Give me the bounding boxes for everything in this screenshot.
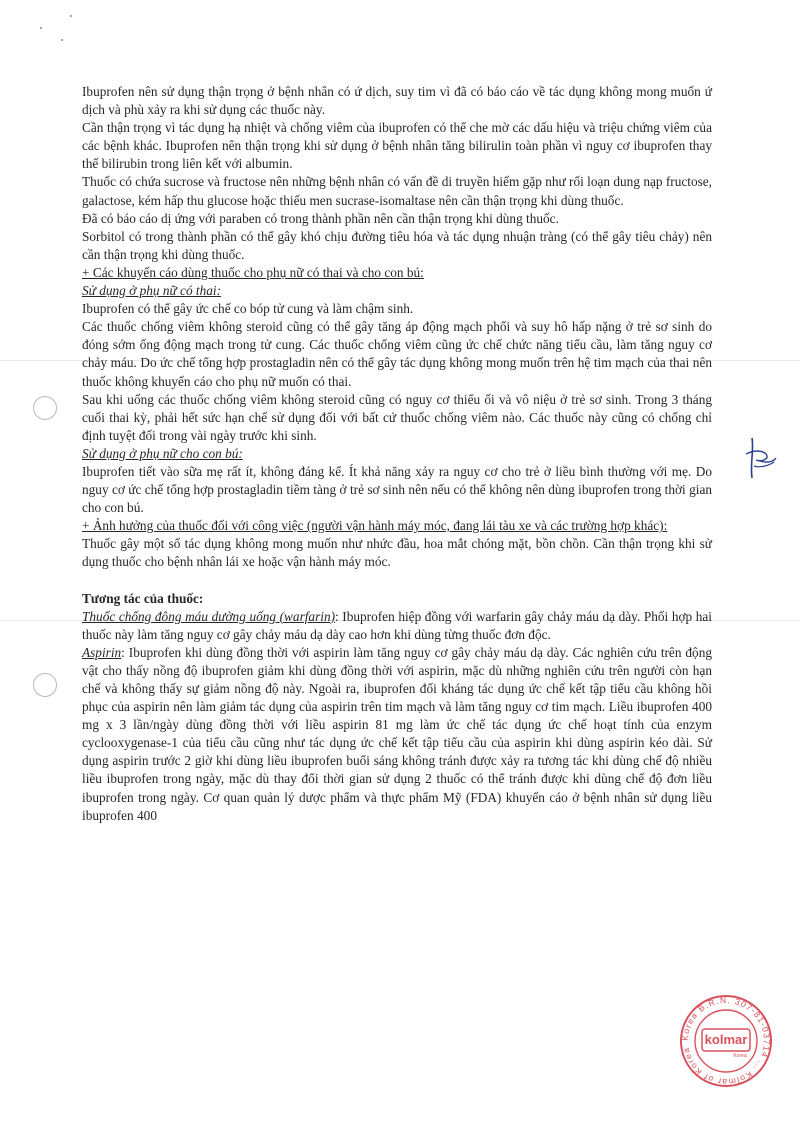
paragraph: Sau khi uống các thuốc chống viêm không steroid cũng có nguy cơ thiểu ối và vô niệu ở trẻ sơ sinh. Trong 3 tháng cuối thai kỳ, phải hết sức hạn chế sử dụng đối với bất cứ thuốc chống viêm nào. Các thuốc này cũng có chống chỉ định tuyệt đối trong vài ngày trước khi sinh. [82,391,712,443]
paragraph: Ibuprofen nên sử dụng thận trọng ở bệnh nhân có ứ dịch, suy tim vì đã có báo cáo về tác dụng không mong muốn ứ dịch và phù xảy ra khi sử dụng các thuốc này. [82,84,712,118]
aspirin-label: Aspirin [82,644,122,660]
pregnancy-heading: + Các khuyến cáo dùng thuốc cho phụ nữ có thai và cho con bú: [82,264,424,280]
company-stamp [678,993,774,1089]
paragraph-aspirin [82,644,712,825]
paragraph: Thuốc có chứa sucrose và fructose nên những bệnh nhân có vấn đề di truyền hiếm gặp như rối loạn dung nạp fructose, galactose, kém hấp thu glucose hoặc thiếu men sucrase-isomaltase nên cần thận trọng khi dùng thuốc. [82,174,712,208]
aspirin-text: : Ibuprofen khi dùng đồng thời với aspirin làm tăng nguy cơ gây chảy máu dạ dày. Các nghiên cứu trên động vật cho thấy nồng độ ibuprofen giảm khi dùng đồng thời với aspirin, mặc dù những nghiên cứu trên người còn hạn chế và không thấy sự giảm nồng độ này. Ngoài ra, ibuprofen đối kháng tác dụng ức chế kết tập tiểu cầu không hồi phục của aspirin nên làm giảm tác dụng của aspirin trên tim mạch và làm tăng nguy cơ tim mạch. Liều ibuprofen 400 mg x 3 lần/ngày dùng đồng thời với liều aspirin 81 mg làm ức chế tác dụng ức chế hoạt tính của enzym cyclooxygenase-1 của tiểu cầu cũng như tác dụng ức chế kết tập tiểu cầu của aspirin khi dùng aspirin kéo dài. Sử dụng aspirin trước 2 giờ khi dùng liều ibuprofen buổi sáng không tránh được xảy ra tương tác khi dùng chế độ nhiều liều ibuprofen trong ngày, mặc dù thay đổi thời gian sử dụng 2 thuốc có thể tránh được khi dùng chế độ đơn liều ibuprofen trong ngày. Cơ quan quản lý dược phẩm và thực phẩm Mỹ (FDA) khuyến cáo ở bệnh nhân sử dụng liều ibuprofen 400 [82,644,712,823]
breastfeeding-subheading: Sử dụng ở phụ nữ cho con bú: [82,445,243,461]
paragraph: Các thuốc chống viêm không steroid cũng có thể gây tăng áp động mạch phổi và suy hô hấp nặng ở trẻ sơ sinh do đóng sớm ống động mạch trong tử cung. Các thuốc chống viêm cũng ức chế chức năng tiểu cầu, làm tăng nguy cơ chảy máu. Do ức chế tổng hợp prostagladin nên có thể gây tác dụng không mong muốn trên hệ tim mạch của thai nên thuốc không khuyến cáo cho phụ nữ muốn có thai. [82,319,712,389]
paragraph: Ibuprofen tiết vào sữa mẹ rất ít, không đáng kể. Ít khả năng xảy ra nguy cơ cho trẻ ở liều bình thường với mẹ. Do nguy cơ ức chế tổng hợp prostagladin tiềm tàng ở trẻ sơ sinh nên nếu có thể không nên dùng ibuprofen trong thời gian cho con bú. [82,463,712,516]
paragraph: Ibuprofen có thể gây ức chế co bóp tử cung và làm chậm sinh. [82,301,414,317]
stamp-center-text: kolmar [704,1032,748,1047]
scan-speck [40,27,42,29]
paragraph: Cần thận trọng vì tác dụng hạ nhiệt và chống viêm của ibuprofen có thể che mờ các dấu hiệu và triệu chứng viêm của các bệnh khác. Ibuprofen nên thận trọng khi sử dụng ở bệnh nhân tăng bilirulin toàn phần vì nguy cơ ibuprofen thay thế bilirubin trong liên kết với albumin. [82,120,712,172]
driving-heading: + Ảnh hưởng của thuốc đối với công việc (người vận hành máy móc, đang lái tàu xe và các trường hợp khác): [82,518,668,534]
warfarin-label: Thuốc chống đông máu dường uống (warfarin) [82,608,336,624]
scan-speck [70,15,72,17]
document-body [82,83,712,825]
scan-speck [61,39,63,41]
signature [740,432,780,482]
interactions-title: Tương tác của thuốc: [82,590,204,606]
paragraph: Đã có báo cáo dị ứng với paraben có trong thành phần nên cần thận trọng khi dùng thuốc. [82,210,559,226]
warfarin-text: : Ibuprofen hiệp đồng với warfarin gây chảy máu dạ dày. Phối hợp hai thuốc này làm tăng nguy cơ gây chảy máu dạ dày cao hơn khi dùng từng thuốc đơn độc. [82,608,712,642]
pregnancy-subheading: Sử dụng ở phụ nữ có thai: [82,283,222,299]
stamp-sub-text: Korea [733,1053,747,1059]
stamp-ring-text: Korea B.R.N. 307-81-03714 ... Kolmar of Korea [679,994,773,1088]
paragraph-warfarin [82,608,712,644]
paragraph: Thuốc gây một số tác dụng không mong muốn như nhức đầu, hoa mắt chóng mặt, bồn chồn. Cần thận trọng khi sử dụng thuốc cho bệnh nhân lái xe hoặc vận hành máy móc. [82,536,712,570]
punch-hole-top [33,396,57,420]
spacer [82,572,712,590]
paragraph: Sorbitol có trong thành phần có thể gây khó chịu đường tiêu hóa và tác dụng nhuận tràng (có thể gây tiêu chảy) nên cần thận trọng khi dùng thuốc. [82,228,712,262]
punch-hole-bottom [33,673,57,697]
